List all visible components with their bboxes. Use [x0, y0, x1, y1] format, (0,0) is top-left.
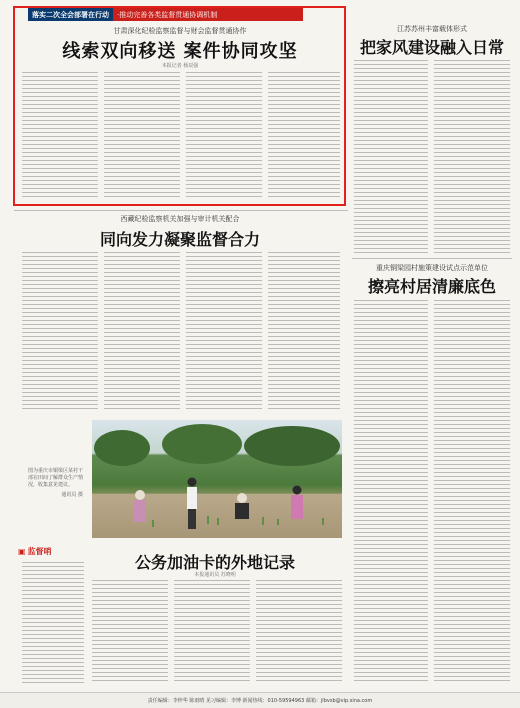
section-tag: ▣ 监督哨 [18, 547, 52, 556]
photo-credit: 通讯员 摄 [61, 492, 83, 498]
story2-body-col2 [434, 60, 510, 255]
story1-headline: 线索双向移送 案件协同攻坚 [62, 41, 298, 62]
section-banner [28, 8, 303, 21]
divider [14, 210, 348, 211]
page-footer: 责任编辑：李梓华 陈雨晴 见习编辑：李博 新闻热线：010-59594963 邮箱：jlbvsb@vip.sina.com [0, 692, 520, 708]
section-icon: ▣ [18, 547, 26, 556]
banner-sub: ·推动完善各类监督贯通协调机制 [117, 10, 218, 19]
story4-kicker: 重庆铜梁园村施策建设试点示范单位 [376, 264, 488, 272]
photo-caption: 图为重庆市铜梁区某村干部在田间了解群众生产情况，收集意见建议。 通讯员 摄 [28, 468, 84, 498]
story3-body-col3 [186, 252, 262, 412]
story2-kicker: 江苏苏州丰富载体形式 [397, 25, 467, 33]
story5-body-col3 [174, 580, 250, 684]
divider [352, 258, 512, 259]
story4-headline: 擦亮村居清廉底色 [367, 277, 496, 296]
story3-headline: 同向发力凝聚监督合力 [99, 230, 260, 249]
story5-body-col2 [92, 580, 168, 684]
story1-body-col3 [186, 72, 262, 200]
story1-kicker: 甘肃深化纪检监察监督与财会监督贯通协作 [113, 27, 247, 35]
village-photo [92, 420, 342, 538]
story1-body-col1 [22, 72, 98, 200]
story4-body-col2 [434, 300, 510, 682]
story1-byline: 本报记者 杨辰强 [161, 63, 199, 69]
story2-headline: 把家风建设融入日常 [359, 38, 504, 57]
banner-lead: 落实二次全会部署在行动 [28, 8, 113, 21]
story2-body-col1 [354, 60, 428, 255]
story4-body-col1 [354, 300, 428, 682]
story3-body-col4 [268, 252, 340, 412]
story5-body-col4 [256, 580, 342, 684]
story5-headline: 公务加油卡的外地记录 [134, 553, 295, 572]
story1-body-col4 [268, 72, 340, 200]
story3-kicker: 西藏纪检监察机关加强与审计机关配合 [120, 215, 240, 223]
story1-body-col2 [104, 72, 180, 200]
photo-figures [92, 420, 342, 538]
story3-body-col1 [22, 252, 98, 412]
story3-body-col2 [104, 252, 180, 412]
story5-body-col1 [22, 562, 84, 684]
story5-byline: 本报通讯员 苏晓明 [194, 572, 236, 578]
